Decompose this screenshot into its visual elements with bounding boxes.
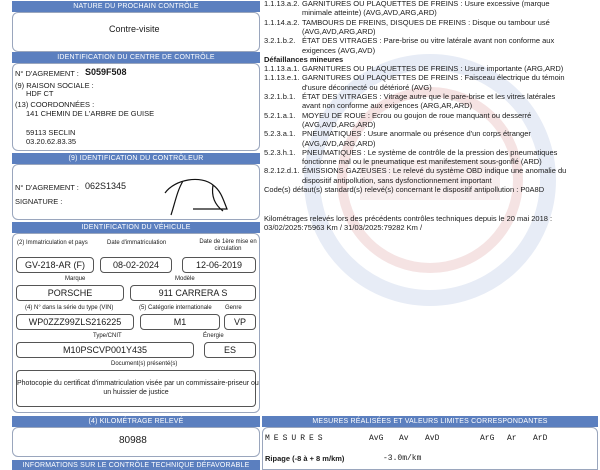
controller-agrement-value: 062S1345 [85, 181, 127, 191]
defect-code: 1.1.13.a.2. [264, 0, 300, 8]
defect-line [264, 111, 531, 120]
centre-header: IDENTIFICATION DU CENTRE DE CONTRÔLE [12, 52, 260, 63]
defect-text: (AVG,AVD,ARG,ARD) [302, 26, 376, 36]
defect-line [264, 120, 375, 129]
defect-text: (AVG,AVD,ARG,ARD) [302, 119, 376, 129]
modele-field: 911 CARRERA S [130, 285, 256, 301]
genre-label: Genre [225, 305, 242, 311]
defect-code: 5.2.3.h.1. [264, 147, 296, 157]
address-line2: 59113 SECLIN [26, 128, 76, 137]
immat-label: (2) Immatriculation et pays [17, 240, 88, 246]
defect-line [264, 18, 550, 27]
agrement-value: S059F508 [85, 67, 127, 77]
raison-value: HDF CT [26, 89, 54, 98]
defect-line [264, 46, 375, 55]
defect-text: (AVG,AVD,ARG,ARD) [302, 138, 376, 148]
genre-field: VP [224, 314, 256, 330]
date-immat-field: 08-02-2024 [100, 257, 172, 273]
defect-line [264, 27, 375, 36]
defect-text: fonctionne mal ou le pneumatique est manifestement sous-gonflé (ARD) [302, 157, 542, 167]
defect-text: GARNITURES OU PLAQUETTES DE FREINS : Usure excessive (marque [302, 0, 550, 8]
defect-text: exigences (AVG,AVD) [302, 45, 376, 55]
date-first-field: 12-06-2019 [182, 257, 256, 273]
defect-code: 1.1.13.a.1. [264, 64, 300, 74]
agrement-label: N° D'AGREMENT : [15, 69, 79, 78]
defect-line [264, 83, 432, 92]
vin-label: (4) N° dans la série du type (VIN) [25, 305, 114, 311]
defect-line [264, 92, 555, 101]
date-first-label: Date de 1ère mise en circulation [199, 239, 257, 252]
defect-text: PNEUMATIQUES : Le système de contrôle de la pression des pneumatiques [302, 147, 558, 157]
defect-line [264, 157, 542, 166]
defect-text: TAMBOURS DE FREINS, DISQUES DE FREINS : Disque ou tambour usé [302, 17, 550, 27]
km-box [12, 427, 260, 457]
km-value: 80988 [119, 435, 147, 446]
defect-line [264, 36, 554, 45]
info-header: INFORMATIONS SUR LE CONTRÔLE TECHNIQUE DÉFAVORABLE [12, 460, 260, 470]
defect-code: 8.2.12.d.1. [264, 166, 300, 176]
measures-header: MESURES RÉALISÉES ET VALEURS LIMITES CORRESPONDANTES [262, 416, 598, 427]
defect-section-title: Défaillances mineures [264, 54, 344, 64]
defect-text: avant non conforme aux exigences (ARG,AR,ARD) [302, 101, 473, 111]
type-label: Type/CNIT [93, 333, 122, 339]
defect-line [264, 73, 565, 82]
col-ard: ArD [533, 434, 548, 443]
marque-label: Marque [65, 276, 86, 282]
documents-label: Document(s) présenté(s) [111, 361, 178, 367]
categorie-field: M1 [140, 314, 220, 330]
col-avg: AvG [369, 434, 384, 443]
defect-line [264, 148, 557, 157]
defect-text: PNEUMATIQUES : Usure anormale ou présence d'un corps étranger [302, 129, 531, 139]
date-immat-label: Date d'immatriculation [107, 240, 167, 246]
coord-label: (13) COORDONNÉES : [15, 100, 95, 109]
signature-label: SIGNATURE : [15, 197, 63, 206]
defect-text: minimale atteinte) (AVG,AVD,ARG,ARD) [302, 8, 437, 18]
controller-header: (9) IDENTIFICATION DU CONTRÔLEUR [12, 153, 260, 164]
defect-code: 3.2.1.b.1. [264, 92, 296, 101]
defect-text: GARNITURES OU PLAQUETTES DE FREINS : Faisceau électrique du témoin [302, 73, 565, 83]
defect-code: 5.2.3.a.1. [264, 129, 296, 139]
next-control-header: NATURE DU PROCHAIN CONTRÔLE [12, 1, 260, 12]
defect-text: GARNITURES OU PLAQUETTES DE FREINS : Usure importante (ARG,ARD) [302, 64, 564, 74]
defect-text: dispositif antipollution, sans dysfonctionnement important [302, 175, 492, 185]
next-control-box [12, 12, 260, 52]
defect-code: 1.1.14.a.2. [264, 17, 300, 27]
defect-text: ÉTAT DES VITRAGES : Pare-brise ou vitre latérale avant non conforme aux [302, 36, 555, 46]
defect-code: 5.2.1.a.1. [264, 110, 296, 120]
defect-line [264, 139, 375, 148]
defect-line [264, 0, 550, 8]
address-line1: 141 CHEMIN DE L'ARBRE DE GUISE [26, 109, 155, 118]
energie-label: Énergie [203, 333, 224, 339]
vin-field: WP0ZZZ99ZLS216225 [16, 314, 134, 330]
defect-line [264, 64, 563, 73]
documents-line1: Photocopie du certificat d'immatriculation visée par un commissaire-priseur ou [17, 380, 259, 387]
defect-line [264, 8, 437, 17]
raison-label: (9) RAISON SOCIALE : [15, 81, 94, 90]
categorie-label: (5) Catégorie internationale [139, 305, 212, 311]
defect-line [264, 166, 566, 175]
defect-code: 1.1.13.e.1. [264, 73, 300, 83]
controller-box [12, 164, 260, 220]
vehicle-header: IDENTIFICATION DU VÉHICULE [12, 222, 260, 233]
vehicle-box [12, 233, 260, 413]
ripage-value: -3.0m/km [383, 454, 422, 463]
km-header: (4) KILOMÉTRAGE RELEVÉ [12, 416, 260, 427]
defect-line [264, 129, 531, 138]
modele-label: Modèle [175, 276, 195, 282]
documents-line2: un huissier de justice [103, 389, 169, 396]
col-av: Av [399, 434, 409, 443]
col-arg: ArG [480, 434, 495, 443]
type-field: M10PSCVP001Y435 [16, 342, 194, 358]
centre-box [12, 63, 260, 151]
defect-obd-code: Code(s) défaut(s) standard(s) relevé(s) concernant le dispositif antipollution : P0A8D [264, 185, 545, 194]
defect-line [264, 176, 492, 185]
defect-text: ÉMISSIONS GAZEUSES : Le relevé du système OBD indique une anomalie du [302, 166, 567, 176]
defect-line [264, 185, 544, 194]
defect-text: ÉTAT DES VITRAGES : Vitrage autre que le pare-brise et les vitres latérales [302, 92, 556, 101]
documents-field [16, 370, 259, 407]
defect-text: d'usure déconnecté ou détérioré (AVG) [302, 82, 432, 92]
col-ar: Ar [507, 434, 517, 443]
immat-field: GV-218-AR (F) [16, 257, 94, 273]
defect-text: MOYEU DE ROUE : Ecrou ou goujon de roue manquant ou desserré [302, 110, 532, 120]
measures-box [262, 427, 598, 470]
signature-image [153, 169, 233, 219]
ripage-label: Ripage (-8 à + 8 m/km) [265, 454, 345, 463]
phone-number: 03.20.62.83.35 [26, 137, 77, 146]
km-note-line2: 03/02/2025:75963 Km / 31/03/2025:79282 Km / [264, 223, 423, 232]
next-control-value: Contre-visite [109, 24, 160, 34]
defect-line [264, 101, 472, 110]
defect-code: 3.2.1.b.2. [264, 36, 296, 46]
col-avd: AvD [425, 434, 440, 443]
marque-field: PORSCHE [16, 285, 124, 301]
km-note-line1: Kilométrages relevés lors des précédents contrôles techniques depuis le 20 mai 2018 : [264, 214, 553, 223]
controller-agrement-label: N° D'AGREMENT : [15, 183, 79, 192]
energie-field: ES [204, 342, 256, 358]
defect-line [264, 55, 343, 64]
mesures-label: MESURES [265, 434, 327, 443]
